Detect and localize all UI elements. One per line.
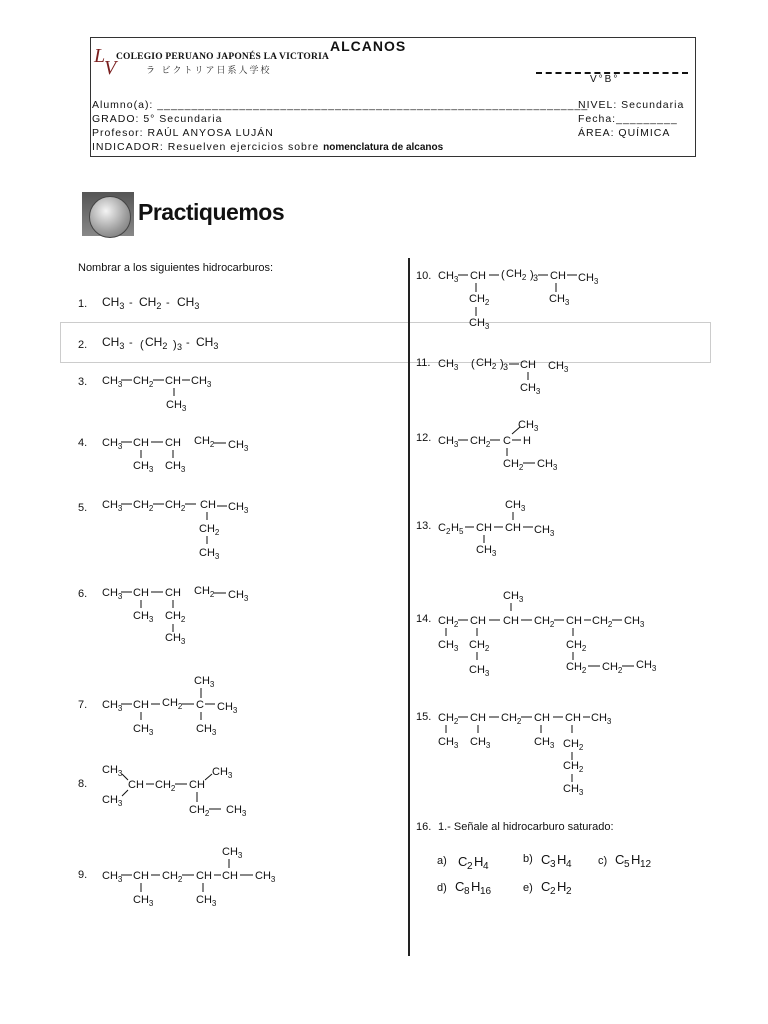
- area-field: ÁREA: QUÍMICA: [578, 127, 671, 139]
- formula-group: 2: [550, 886, 556, 897]
- formula-group: $CH_3$: [212, 766, 233, 780]
- exercise-number: 13.: [416, 520, 432, 532]
- formula-group: $CH_3$: [438, 270, 459, 284]
- formula-group: $CH_3$: [563, 783, 584, 797]
- formula-group: $CH_2$: [501, 712, 522, 726]
- school-name-jp: ラ ビクトリア日系人学校: [146, 65, 272, 75]
- formula-group: $CH_3$: [226, 804, 247, 818]
- formula-group: $CH_2$: [438, 712, 459, 726]
- formula-group: $CH_2$: [469, 293, 490, 307]
- formula-group: 2: [446, 527, 451, 536]
- exercise-number: 11.: [416, 357, 431, 369]
- fecha-field: Fecha:_________: [578, 113, 678, 125]
- formula-group: CH: [476, 522, 492, 534]
- formula-group: H: [557, 879, 567, 894]
- formula-group: $CH_2$: [145, 335, 168, 351]
- exercise-number: 9.: [78, 869, 88, 881]
- exercise-number: 16.: [416, 821, 432, 833]
- formula-group: CH: [165, 587, 181, 599]
- formula-group: -: [129, 297, 133, 309]
- formula-group: CH: [470, 712, 486, 724]
- formula-group: ): [173, 339, 177, 351]
- formula-group: $CH_3$: [505, 499, 526, 513]
- formula-group: $CH_3$: [228, 439, 249, 453]
- svg-text:V: V: [104, 57, 117, 79]
- formula-group: $CH_2$: [133, 375, 154, 389]
- formula-group: 5: [624, 859, 630, 870]
- option-label: e): [523, 882, 533, 894]
- formula-group: $CH_3$: [102, 764, 123, 778]
- formula-group: $CH_2$: [162, 697, 183, 711]
- bond: [205, 774, 212, 780]
- formula-group: H: [523, 435, 531, 447]
- exercise-number: 6.: [78, 588, 88, 600]
- exercise-number: 15.: [416, 711, 432, 723]
- formula-group: $CH_3$: [255, 870, 276, 884]
- formula-group: $CH_3$: [518, 419, 539, 433]
- formula-group: $CH_2$: [470, 435, 491, 449]
- formula-group: CH: [133, 870, 149, 882]
- formula-group: 4: [483, 861, 489, 872]
- formula-group: H: [631, 852, 641, 867]
- formula-group: H: [451, 522, 459, 534]
- formula-group: $CH_2$: [133, 499, 154, 513]
- formula-group: CH: [520, 359, 536, 371]
- formula-group: $CH_2$: [563, 760, 584, 774]
- formula-group: C: [455, 879, 465, 894]
- formula-group: $CH_3$: [228, 589, 249, 603]
- formula-group: $CH_3$: [102, 699, 123, 713]
- formula-group: $CH_3$: [534, 524, 555, 538]
- formula-group: $CH_3$: [438, 358, 459, 372]
- formula-group: $CH_3$: [624, 615, 645, 629]
- formula-group: H: [557, 852, 567, 867]
- formula-group: CH: [133, 587, 149, 599]
- formula-group: $CH_3$: [102, 295, 125, 311]
- formula-group: $CH_2$: [165, 499, 186, 513]
- formula-group: $CH_3$: [196, 723, 217, 737]
- formula-group: $CH_3$: [102, 335, 125, 351]
- formula-group: H: [474, 854, 484, 869]
- formula-group: $CH_3$: [537, 458, 558, 472]
- formula-group: $CH_3$: [133, 723, 154, 737]
- alumno-field: Alumno(a): _______________________________________________________________: [92, 99, 589, 111]
- formula-group: $CH_2$: [469, 639, 490, 653]
- formula-group: C: [438, 522, 446, 534]
- exercise-number: 5.: [78, 502, 88, 514]
- formula-group: $CH_3$: [438, 639, 459, 653]
- formula-group: $CH_3$: [228, 501, 249, 515]
- formula-group: $CH_2$: [438, 615, 459, 629]
- formula-group: $CH_3$: [534, 736, 555, 750]
- formula-group: $CH_3$: [165, 632, 186, 646]
- formula-group: $CH_3$: [191, 375, 212, 389]
- nivel-field: NIVEL: Secundaria: [578, 99, 685, 111]
- formula-group: $CH_3$: [222, 846, 243, 860]
- option-label: b): [523, 853, 533, 865]
- formula-group: C: [541, 879, 551, 894]
- exercise-number: 4.: [78, 437, 88, 449]
- formula-group: CH: [133, 437, 149, 449]
- formula-group: (: [471, 358, 475, 370]
- formula-group: -: [166, 297, 170, 309]
- exercise-number: 10.: [416, 270, 432, 282]
- formula-group: $CH_3$: [102, 375, 123, 389]
- formula-group: $CH_3$: [165, 460, 186, 474]
- formula-group: (: [501, 269, 505, 281]
- svg-text:L: L: [94, 45, 106, 67]
- formula-group: -: [129, 337, 133, 349]
- formula-group: $CH_3$: [196, 894, 217, 908]
- indicador-topic: nomenclatura de alcanos: [323, 142, 444, 153]
- formula-group: CH: [196, 870, 212, 882]
- formula-group: CH: [165, 437, 181, 449]
- formula-group: $CH_2$: [506, 268, 527, 282]
- formula-group: $CH_2$: [194, 435, 215, 449]
- formula-group: $CH_2$: [592, 615, 613, 629]
- formula-group: CH: [128, 779, 144, 791]
- section-title: Practiquemos: [138, 199, 285, 225]
- formula-group: $CH_3$: [469, 317, 490, 331]
- formula-group: $CH_2$: [139, 295, 162, 311]
- formula-group: $CH_3$: [177, 295, 200, 311]
- formula-group: $CH_3$: [591, 712, 612, 726]
- formula-group: $CH_3$: [194, 675, 215, 689]
- formula-group: ): [530, 269, 534, 281]
- option-label: a): [437, 855, 447, 867]
- instructions: Nombrar a los siguientes hidrocarburos:: [78, 262, 274, 274]
- formula-group: C: [458, 854, 468, 869]
- formula-group: $CH_3$: [636, 659, 657, 673]
- exercise-number: 7.: [78, 699, 88, 711]
- formula-group: $CH_3$: [102, 870, 123, 884]
- formula-group: $CH_2$: [165, 610, 186, 624]
- question-16-prompt: 1.- Señale al hidrocarburo saturado:: [438, 821, 614, 833]
- formula-group: $CH_2$: [199, 523, 220, 537]
- formula-group: 3: [550, 859, 556, 870]
- formula-group: $CH_3$: [549, 293, 570, 307]
- exercise-number: 1.: [78, 298, 88, 310]
- formula-group: $CH_3$: [133, 610, 154, 624]
- option-label: c): [598, 855, 608, 867]
- formula-group: $CH_2$: [476, 357, 497, 371]
- formula-group: $CH_3$: [217, 701, 238, 715]
- exercise-number: 12.: [416, 432, 432, 444]
- formula-group: $CH_3$: [102, 587, 123, 601]
- formula-group: $CH_3$: [196, 335, 219, 351]
- formula-group: $CH_2$: [563, 738, 584, 752]
- school-name: COLEGIO PERUANO JAPONÉS LA VICTORIA: [116, 52, 330, 62]
- formula-group: $CH_2$: [189, 804, 210, 818]
- formula-group: 5: [459, 527, 464, 536]
- formula-group: 3: [177, 342, 183, 352]
- profesor-field: Profesor: RAÚL ANYOSA LUJÁN: [92, 127, 274, 139]
- option-label: d): [437, 882, 447, 894]
- formula-group: $CH_3$: [166, 399, 187, 413]
- formula-group: $CH_2$: [155, 779, 176, 793]
- formula-group: CH: [470, 270, 486, 282]
- formula-group: $CH_2$: [162, 870, 183, 884]
- formula-group: ): [500, 358, 504, 370]
- document-title: ALCANOS: [330, 38, 407, 54]
- formula-group: CH: [565, 712, 581, 724]
- formula-group: H: [471, 879, 481, 894]
- formula-group: (: [140, 339, 144, 351]
- formula-group: CH: [133, 699, 149, 711]
- formula-group: $CH_3$: [133, 460, 154, 474]
- grado-field: GRADO: 5° Secundaria: [92, 113, 223, 125]
- exercise-number: 2.: [78, 339, 88, 351]
- formula-group: 4: [566, 859, 572, 870]
- formula-group: $CH_2$: [566, 639, 587, 653]
- formula-group: 3: [503, 362, 509, 372]
- formula-group: 2: [467, 861, 473, 872]
- formula-group: C: [196, 699, 204, 711]
- formula-group: $CH_3$: [102, 499, 123, 513]
- formula-group: CH: [189, 779, 205, 791]
- formula-group: $CH_3$: [199, 547, 220, 561]
- formula-group: $CH_2$: [566, 661, 587, 675]
- formula-group: $CH_3$: [470, 736, 491, 750]
- formula-group: $CH_2$: [194, 585, 215, 599]
- formula-group: $CH_3$: [520, 382, 541, 396]
- exercise-number: 14.: [416, 613, 432, 625]
- formula-group: $CH_3$: [133, 894, 154, 908]
- formula-group: $CH_3$: [102, 794, 123, 808]
- formula-group: C: [541, 852, 551, 867]
- formula-group: CH: [222, 870, 238, 882]
- exercise-number: 3.: [78, 376, 88, 388]
- formula-group: $CH_2$: [602, 661, 623, 675]
- formula-group: CH: [200, 499, 216, 511]
- vb-label: V°B°: [590, 74, 620, 85]
- formula-group: $CH_3$: [503, 590, 524, 604]
- formula-group: $CH_3$: [438, 736, 459, 750]
- formula-group: 8: [464, 886, 470, 897]
- formula-group: CH: [503, 615, 519, 627]
- formula-group: CH: [505, 522, 521, 534]
- formula-group: 16: [480, 886, 492, 897]
- formula-group: $CH_3$: [548, 360, 569, 374]
- formula-group: $CH_2$: [534, 615, 555, 629]
- formula-group: CH: [566, 615, 582, 627]
- formula-group: $CH_3$: [469, 664, 490, 678]
- formula-group: CH: [470, 615, 486, 627]
- formula-group: CH: [165, 375, 181, 387]
- formula-group: 3: [533, 273, 539, 283]
- formula-group: CH: [534, 712, 550, 724]
- formula-group: C: [615, 852, 625, 867]
- exercise-number: 8.: [78, 778, 88, 790]
- formula-group: -: [186, 337, 190, 349]
- formula-group: $CH_2$: [503, 458, 524, 472]
- formula-group: $CH_3$: [578, 272, 599, 286]
- indicador-label: INDICADOR: Resuelven ejercicios sobre: [92, 141, 324, 153]
- formula-group: CH: [550, 270, 566, 282]
- formula-group: $CH_3$: [102, 437, 123, 451]
- formula-group: 2: [566, 886, 572, 897]
- formula-group: $CH_3$: [438, 435, 459, 449]
- formula-group: 12: [640, 859, 652, 870]
- formula-group: C: [503, 435, 511, 447]
- formula-group: $CH_3$: [476, 544, 497, 558]
